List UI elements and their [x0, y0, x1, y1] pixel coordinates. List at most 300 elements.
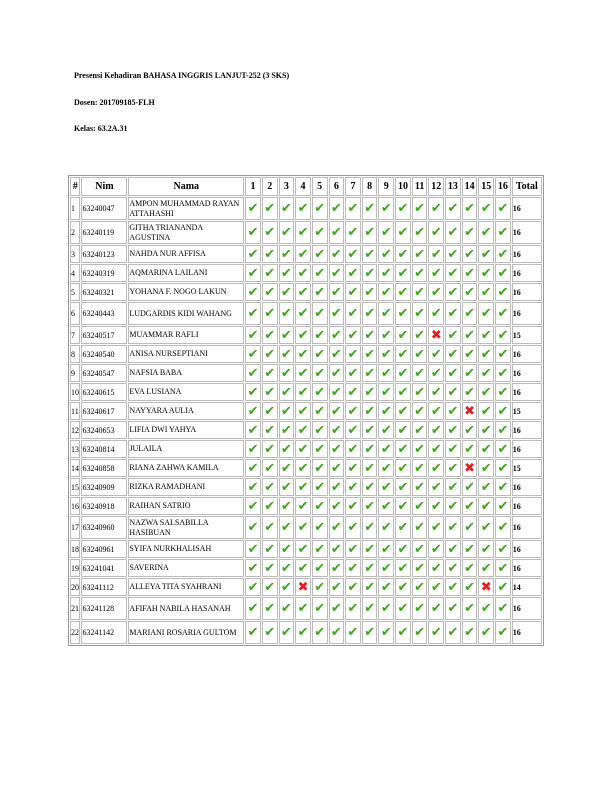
present-check-icon: ✔	[264, 479, 276, 495]
present-check-icon: ✔	[497, 246, 509, 262]
attendance-cell	[478, 559, 494, 577]
attendance-cell	[345, 597, 361, 620]
attendance-cell	[312, 621, 328, 644]
attendance-total: 16	[512, 221, 542, 244]
present-check-icon: ✔	[314, 384, 326, 400]
attendance-cell	[362, 197, 378, 220]
present-check-icon: ✔	[264, 284, 276, 300]
attendance-cell	[395, 302, 411, 325]
attendance-cell	[478, 421, 494, 439]
present-check-icon: ✔	[280, 346, 292, 362]
present-check-icon: ✔	[497, 327, 509, 343]
attendance-cell	[478, 540, 494, 558]
present-check-icon: ✔	[397, 201, 409, 216]
attendance-cell	[478, 326, 494, 344]
present-check-icon: ✔	[414, 346, 426, 362]
present-check-icon: ✔	[464, 625, 476, 640]
attendance-cell	[329, 559, 345, 577]
attendance-cell	[262, 497, 278, 515]
present-check-icon: ✔	[280, 625, 292, 640]
present-check-icon: ✔	[264, 460, 276, 476]
present-check-icon: ✔	[414, 422, 426, 438]
present-check-icon: ✔	[364, 365, 376, 381]
attendance-cell	[495, 459, 511, 477]
present-check-icon: ✔	[330, 541, 342, 557]
present-check-icon: ✔	[397, 327, 409, 343]
attendance-cell	[329, 326, 345, 344]
present-check-icon: ✔	[347, 403, 359, 419]
attendance-cell	[462, 302, 478, 325]
attendance-cell	[312, 478, 328, 496]
present-check-icon: ✔	[364, 479, 376, 495]
student-nim: 63240909	[81, 478, 127, 496]
attendance-cell	[295, 559, 311, 577]
present-check-icon: ✔	[497, 541, 509, 557]
attendance-cell	[329, 402, 345, 420]
present-check-icon: ✔	[380, 327, 392, 343]
attendance-cell	[262, 364, 278, 382]
present-check-icon: ✔	[464, 246, 476, 262]
present-check-icon: ✔	[330, 284, 342, 300]
present-check-icon: ✔	[330, 365, 342, 381]
present-check-icon: ✔	[297, 306, 309, 321]
present-check-icon: ✔	[330, 520, 342, 535]
attendance-cell	[412, 559, 428, 577]
table-row	[70, 440, 542, 458]
student-name: ANISA NURSEPTIANI	[128, 345, 244, 363]
present-check-icon: ✔	[247, 346, 259, 362]
attendance-cell	[495, 540, 511, 558]
present-check-icon: ✔	[397, 422, 409, 438]
row-number: 18	[70, 540, 80, 558]
table-row	[70, 516, 542, 539]
present-check-icon: ✔	[330, 327, 342, 343]
attendance-cell	[362, 478, 378, 496]
present-check-icon: ✔	[397, 498, 409, 514]
attendance-cell	[329, 421, 345, 439]
attendance-total: 14	[512, 578, 542, 596]
attendance-cell	[362, 264, 378, 282]
present-check-icon: ✔	[297, 625, 309, 640]
attendance-cell	[395, 459, 411, 477]
attendance-cell	[279, 197, 295, 220]
present-check-icon: ✔	[430, 422, 442, 438]
attendance-cell	[329, 383, 345, 401]
table-row	[70, 421, 542, 439]
attendance-cell	[262, 440, 278, 458]
attendance-cell	[428, 559, 444, 577]
student-name: ALLEYA TITA SYAHRANI	[128, 578, 244, 596]
attendance-cell	[245, 302, 261, 325]
attendance-cell	[262, 621, 278, 644]
column-header: 6	[329, 177, 345, 196]
attendance-cell	[428, 621, 444, 644]
attendance-cell	[412, 264, 428, 282]
present-check-icon: ✔	[464, 327, 476, 343]
present-check-icon: ✔	[447, 246, 459, 262]
attendance-cell	[262, 578, 278, 596]
present-check-icon: ✔	[447, 579, 459, 595]
attendance-cell	[428, 326, 444, 344]
attendance-cell	[279, 383, 295, 401]
present-check-icon: ✔	[497, 601, 509, 616]
attendance-total: 16	[512, 516, 542, 539]
present-check-icon: ✔	[464, 225, 476, 240]
present-check-icon: ✔	[480, 520, 492, 535]
present-check-icon: ✔	[380, 306, 392, 321]
attendance-cell	[295, 245, 311, 263]
present-check-icon: ✔	[497, 579, 509, 595]
present-check-icon: ✔	[347, 460, 359, 476]
attendance-cell	[345, 559, 361, 577]
attendance-cell	[312, 221, 328, 244]
attendance-cell	[345, 326, 361, 344]
present-check-icon: ✔	[314, 284, 326, 300]
present-check-icon: ✔	[397, 479, 409, 495]
attendance-cell	[445, 440, 461, 458]
present-check-icon: ✔	[280, 479, 292, 495]
present-check-icon: ✔	[397, 601, 409, 616]
present-check-icon: ✔	[447, 560, 459, 576]
absent-cross-icon: ✖	[464, 460, 476, 476]
attendance-cell	[245, 383, 261, 401]
attendance-cell	[462, 497, 478, 515]
present-check-icon: ✔	[380, 601, 392, 616]
present-check-icon: ✔	[314, 306, 326, 321]
present-check-icon: ✔	[464, 306, 476, 321]
present-check-icon: ✔	[430, 479, 442, 495]
present-check-icon: ✔	[364, 460, 376, 476]
attendance-cell	[329, 440, 345, 458]
row-number: 11	[70, 402, 80, 420]
table-row	[70, 497, 542, 515]
attendance-cell	[345, 578, 361, 596]
attendance-cell	[395, 597, 411, 620]
present-check-icon: ✔	[364, 498, 376, 514]
attendance-cell	[378, 283, 394, 301]
present-check-icon: ✔	[364, 560, 376, 576]
attendance-title: Presensi Kehadiran BAHASA INGGRIS LANJUT-252 (3 SKS)	[74, 71, 290, 80]
present-check-icon: ✔	[397, 403, 409, 419]
student-name: NAHDA NUR AFFISA	[128, 245, 244, 263]
attendance-cell	[312, 402, 328, 420]
column-header: 8	[362, 177, 378, 196]
row-number: 3	[70, 245, 80, 263]
present-check-icon: ✔	[414, 384, 426, 400]
attendance-cell	[462, 621, 478, 644]
table-row	[70, 621, 542, 644]
attendance-cell	[329, 578, 345, 596]
present-check-icon: ✔	[480, 365, 492, 381]
attendance-cell	[462, 245, 478, 263]
present-check-icon: ✔	[364, 625, 376, 640]
present-check-icon: ✔	[264, 403, 276, 419]
attendance-cell	[495, 283, 511, 301]
present-check-icon: ✔	[397, 306, 409, 321]
attendance-cell	[329, 302, 345, 325]
present-check-icon: ✔	[297, 541, 309, 557]
attendance-cell	[279, 283, 295, 301]
present-check-icon: ✔	[464, 541, 476, 557]
present-check-icon: ✔	[480, 246, 492, 262]
attendance-cell	[462, 578, 478, 596]
attendance-cell	[262, 478, 278, 496]
attendance-cell	[378, 478, 394, 496]
student-name: RAIHAN SATRIO	[128, 497, 244, 515]
present-check-icon: ✔	[280, 327, 292, 343]
present-check-icon: ✔	[447, 225, 459, 240]
present-check-icon: ✔	[347, 441, 359, 457]
present-check-icon: ✔	[397, 365, 409, 381]
present-check-icon: ✔	[314, 246, 326, 262]
attendance-cell	[362, 345, 378, 363]
attendance-cell	[395, 197, 411, 220]
student-name: MUAMMAR RAFLI	[128, 326, 244, 344]
column-header: 5	[312, 177, 328, 196]
attendance-cell	[428, 383, 444, 401]
column-header: 4	[295, 177, 311, 196]
present-check-icon: ✔	[247, 460, 259, 476]
present-check-icon: ✔	[414, 441, 426, 457]
attendance-cell	[378, 245, 394, 263]
present-check-icon: ✔	[497, 365, 509, 381]
present-check-icon: ✔	[497, 403, 509, 419]
present-check-icon: ✔	[314, 441, 326, 457]
attendance-cell	[295, 421, 311, 439]
attendance-cell	[362, 326, 378, 344]
attendance-cell	[329, 264, 345, 282]
present-check-icon: ✔	[464, 560, 476, 576]
present-check-icon: ✔	[414, 306, 426, 321]
attendance-cell	[329, 516, 345, 539]
student-name: GITHA TRIANANDA AGUSTINA	[128, 221, 244, 244]
present-check-icon: ✔	[447, 479, 459, 495]
present-check-icon: ✔	[497, 422, 509, 438]
present-check-icon: ✔	[380, 225, 392, 240]
column-header: #	[70, 177, 80, 196]
attendance-cell	[279, 326, 295, 344]
attendance-cell	[295, 516, 311, 539]
attendance-cell	[362, 597, 378, 620]
attendance-cell	[345, 264, 361, 282]
present-check-icon: ✔	[247, 498, 259, 514]
present-check-icon: ✔	[330, 579, 342, 595]
present-check-icon: ✔	[480, 403, 492, 419]
present-check-icon: ✔	[280, 560, 292, 576]
attendance-cell	[362, 421, 378, 439]
attendance-cell	[478, 383, 494, 401]
attendance-total: 16	[512, 497, 542, 515]
attendance-cell	[478, 245, 494, 263]
attendance-cell	[462, 364, 478, 382]
present-check-icon: ✔	[430, 225, 442, 240]
student-name: RIZKA RAMADHANI	[128, 478, 244, 496]
present-check-icon: ✔	[464, 284, 476, 300]
attendance-cell	[428, 421, 444, 439]
attendance-cell	[445, 364, 461, 382]
present-check-icon: ✔	[497, 225, 509, 240]
present-check-icon: ✔	[330, 246, 342, 262]
present-check-icon: ✔	[397, 579, 409, 595]
row-number: 6	[70, 302, 80, 325]
attendance-cell	[262, 345, 278, 363]
student-name: EVA LUSIANA	[128, 383, 244, 401]
present-check-icon: ✔	[247, 520, 259, 535]
present-check-icon: ✔	[397, 441, 409, 457]
present-check-icon: ✔	[314, 225, 326, 240]
row-number: 17	[70, 516, 80, 539]
attendance-cell	[312, 264, 328, 282]
student-name: NAFSIA BABA	[128, 364, 244, 382]
present-check-icon: ✔	[297, 460, 309, 476]
present-check-icon: ✔	[347, 246, 359, 262]
present-check-icon: ✔	[347, 601, 359, 616]
student-name: NAYYARA AULIA	[128, 402, 244, 420]
attendance-cell	[395, 497, 411, 515]
column-header: Total	[512, 177, 542, 196]
present-check-icon: ✔	[480, 479, 492, 495]
attendance-cell	[428, 597, 444, 620]
attendance-cell	[462, 540, 478, 558]
attendance-cell	[462, 326, 478, 344]
present-check-icon: ✔	[247, 201, 259, 216]
attendance-cell	[395, 621, 411, 644]
attendance-cell	[428, 516, 444, 539]
attendance-cell	[378, 621, 394, 644]
attendance-cell	[412, 383, 428, 401]
attendance-cell	[478, 597, 494, 620]
present-check-icon: ✔	[347, 625, 359, 640]
attendance-cell	[245, 402, 261, 420]
present-check-icon: ✔	[297, 365, 309, 381]
present-check-icon: ✔	[364, 601, 376, 616]
attendance-cell	[462, 516, 478, 539]
present-check-icon: ✔	[264, 384, 276, 400]
column-header: 11	[412, 177, 428, 196]
attendance-cell	[262, 402, 278, 420]
attendance-cell	[329, 345, 345, 363]
attendance-cell	[312, 459, 328, 477]
table-header-row	[70, 177, 542, 196]
attendance-cell	[495, 302, 511, 325]
present-check-icon: ✔	[380, 441, 392, 457]
present-check-icon: ✔	[464, 498, 476, 514]
table-row	[70, 345, 542, 363]
present-check-icon: ✔	[247, 479, 259, 495]
attendance-cell	[245, 440, 261, 458]
row-number: 1	[70, 197, 80, 220]
present-check-icon: ✔	[397, 625, 409, 640]
present-check-icon: ✔	[314, 579, 326, 595]
attendance-cell	[445, 221, 461, 244]
attendance-cell	[378, 421, 394, 439]
present-check-icon: ✔	[447, 201, 459, 216]
present-check-icon: ✔	[430, 346, 442, 362]
attendance-cell	[395, 345, 411, 363]
attendance-cell	[362, 516, 378, 539]
attendance-cell	[462, 478, 478, 496]
present-check-icon: ✔	[330, 560, 342, 576]
attendance-cell	[245, 245, 261, 263]
attendance-cell	[428, 221, 444, 244]
present-check-icon: ✔	[364, 384, 376, 400]
attendance-total: 16	[512, 540, 542, 558]
present-check-icon: ✔	[447, 384, 459, 400]
attendance-cell	[445, 459, 461, 477]
table-row	[70, 578, 542, 596]
present-check-icon: ✔	[280, 422, 292, 438]
attendance-cell	[445, 264, 461, 282]
attendance-cell	[312, 440, 328, 458]
present-check-icon: ✔	[414, 284, 426, 300]
present-check-icon: ✔	[297, 498, 309, 514]
attendance-cell	[345, 540, 361, 558]
attendance-cell	[445, 326, 461, 344]
present-check-icon: ✔	[280, 265, 292, 281]
table-row	[70, 402, 542, 420]
present-check-icon: ✔	[397, 225, 409, 240]
attendance-cell	[245, 421, 261, 439]
attendance-cell	[495, 264, 511, 282]
present-check-icon: ✔	[480, 441, 492, 457]
attendance-cell	[412, 578, 428, 596]
student-nim: 63240814	[81, 440, 127, 458]
row-number: 12	[70, 421, 80, 439]
present-check-icon: ✔	[430, 579, 442, 595]
present-check-icon: ✔	[414, 460, 426, 476]
attendance-cell	[362, 497, 378, 515]
table-row	[70, 197, 542, 220]
table-row	[70, 302, 542, 325]
present-check-icon: ✔	[247, 403, 259, 419]
present-check-icon: ✔	[314, 520, 326, 535]
attendance-cell	[295, 402, 311, 420]
attendance-cell	[495, 478, 511, 496]
present-check-icon: ✔	[414, 265, 426, 281]
table-row	[70, 478, 542, 496]
attendance-cell	[279, 302, 295, 325]
attendance-cell	[462, 421, 478, 439]
present-check-icon: ✔	[264, 601, 276, 616]
absent-cross-icon: ✖	[480, 579, 492, 595]
column-header: 14	[462, 177, 478, 196]
present-check-icon: ✔	[347, 579, 359, 595]
attendance-cell	[478, 283, 494, 301]
student-nim: 63240047	[81, 197, 127, 220]
present-check-icon: ✔	[314, 498, 326, 514]
present-check-icon: ✔	[364, 579, 376, 595]
present-check-icon: ✔	[347, 284, 359, 300]
column-header: 10	[395, 177, 411, 196]
present-check-icon: ✔	[430, 541, 442, 557]
attendance-cell	[245, 326, 261, 344]
present-check-icon: ✔	[347, 560, 359, 576]
attendance-cell	[412, 478, 428, 496]
attendance-cell	[395, 383, 411, 401]
present-check-icon: ✔	[264, 225, 276, 240]
attendance-cell	[329, 283, 345, 301]
present-check-icon: ✔	[447, 460, 459, 476]
attendance-cell	[295, 497, 311, 515]
student-name: LIFIA DWI YAHYA	[128, 421, 244, 439]
attendance-cell	[412, 245, 428, 263]
attendance-cell	[462, 221, 478, 244]
student-name: JULAILA	[128, 440, 244, 458]
present-check-icon: ✔	[264, 306, 276, 321]
present-check-icon: ✔	[297, 520, 309, 535]
attendance-cell	[412, 345, 428, 363]
attendance-cell	[329, 540, 345, 558]
